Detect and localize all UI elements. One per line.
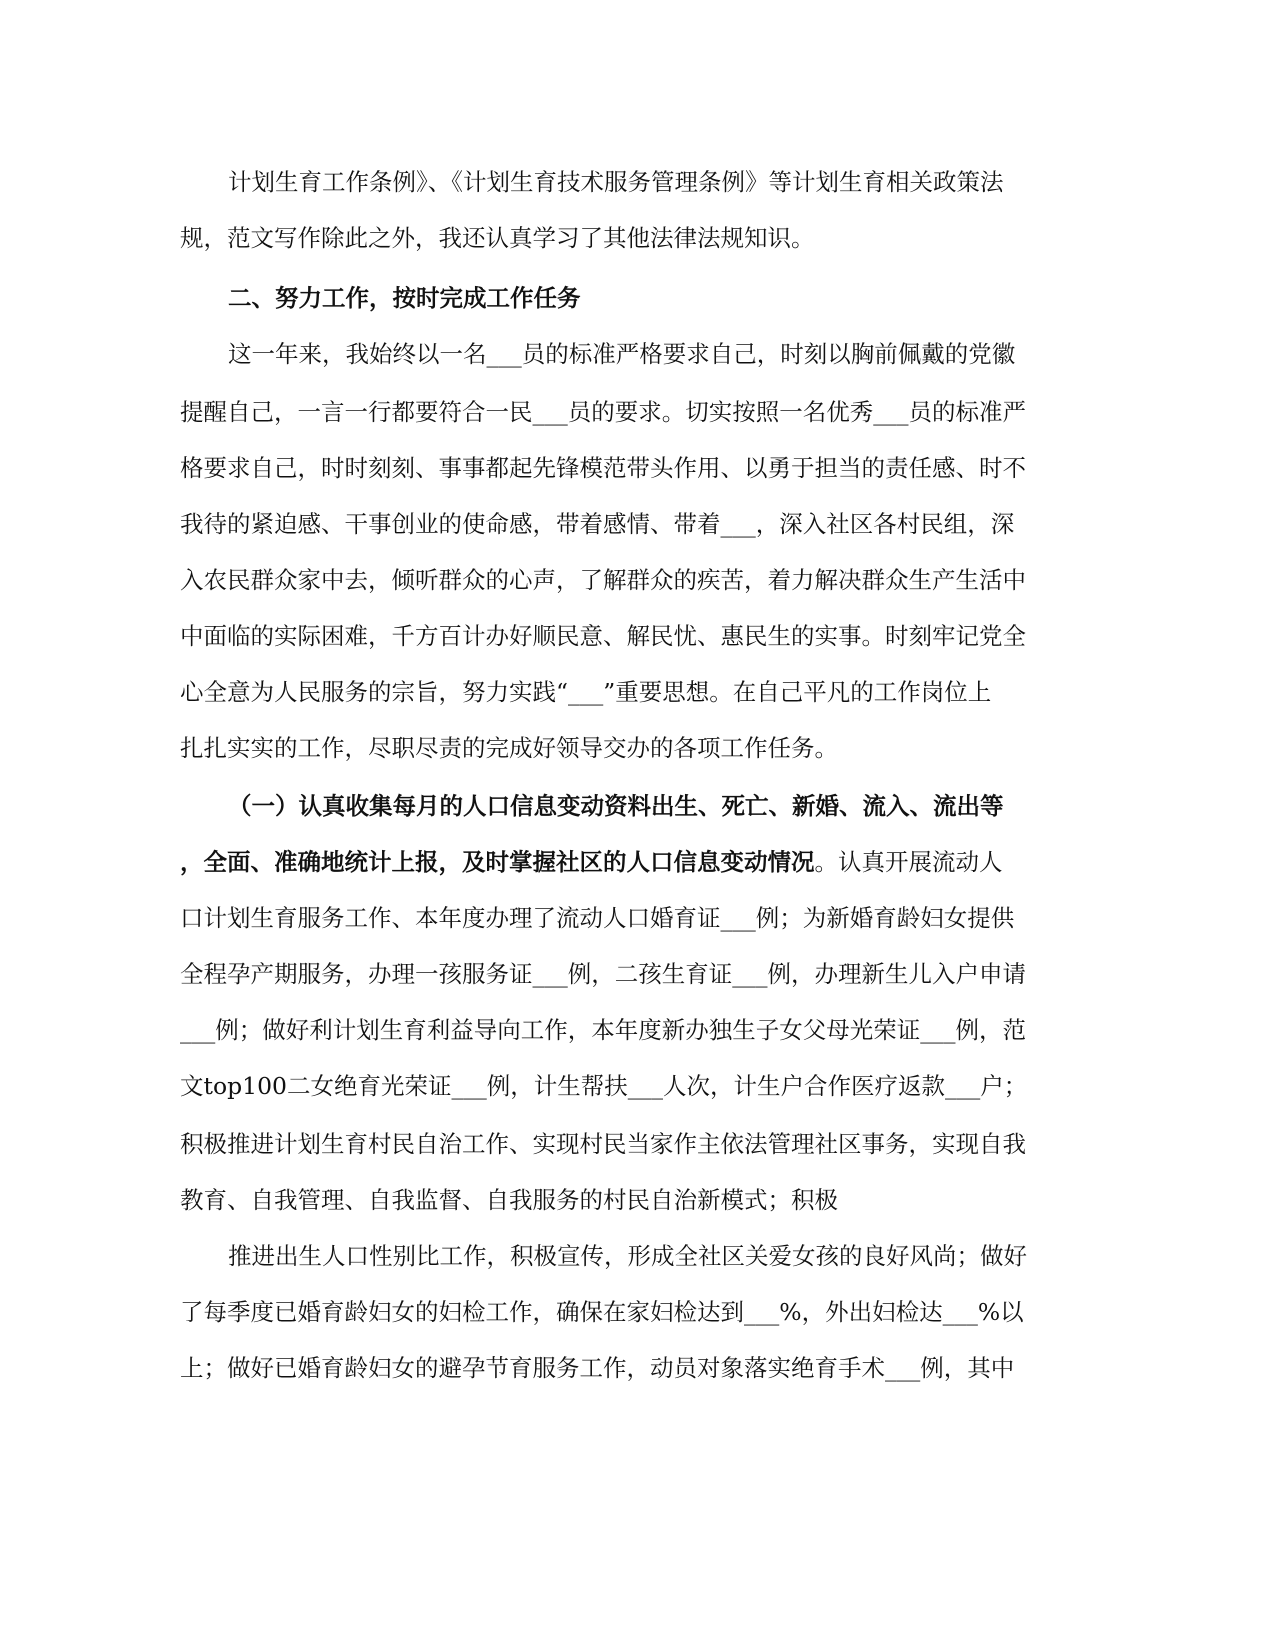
text-line: 计划生育工作条例》、《计划生育技术服务管理条例》等计划生育相关政策法 (228, 168, 1004, 196)
text-line: 入农民群众家中去，倾听群众的心声，了解群众的疾苦，着力解决群众生产生活中 (180, 566, 1026, 594)
text-line: 这一年来，我始终以一名___员的标准严格要求自己，时刻以胸前佩戴的党徽 (228, 340, 1016, 368)
text-line: 上；做好已婚育龄妇女的避孕节育服务工作，动员对象落实绝育手术___例，其中 (180, 1354, 1015, 1382)
text-line: 文top100二女绝育光荣证___例，计生帮扶___人次，计生户合作医疗返款___户； (180, 1072, 1028, 1100)
text-line: 教育、自我管理、自我监督、自我服务的村民自治新模式；积极 (180, 1186, 838, 1214)
text-line: 全程孕产期服务，办理一孩服务证___例，二孩生育证___例，办理新生儿入户申请 (180, 960, 1026, 988)
text-line: 扎扎实实的工作，尽职尽责的完成好领导交办的各项工作任务。 (180, 734, 838, 762)
text-line: ___例；做好利计划生育利益导向工作，本年度新办独生子女父母光荣证___例，范 (180, 1016, 1026, 1044)
text-line: 了每季度已婚育龄妇女的妇检工作，确保在家妇检达到___%，外出妇检达___%以 (180, 1298, 1024, 1326)
subsection-heading: （一）认真收集每月的人口信息变动资料出生、死亡、新婚、流入、流出等 (228, 792, 1004, 820)
text-line: 格要求自己，时时刻刻、事事都起先锋模范带头作用、以勇于担当的责任感、时不 (180, 454, 1026, 482)
text-line: 提醒自己，一言一行都要符合一民___员的要求。切实按照一名优秀___员的标准严 (180, 398, 1026, 426)
text-line-mixed (180, 846, 1003, 878)
subsection-heading-continued: ，全面、准确地统计上报，及时掌握社区的人口信息变动情况 (180, 848, 815, 876)
text-line: 积极推进计划生育村民自治工作、实现村民当家作主依法管理社区事务，实现自我 (180, 1130, 1026, 1158)
text-line: 规，范文写作除此之外，我还认真学习了其他法律法规知识。 (180, 224, 815, 252)
text-segment: 。认真开展流动人 (814, 848, 1003, 876)
section-heading: 二、努力工作，按时完成工作任务 (228, 284, 581, 312)
text-line: 推进出生人口性别比工作，积极宣传，形成全社区关爱女孩的良好风尚；做好 (228, 1242, 1027, 1270)
text-line: 中面临的实际困难，千方百计办好顺民意、解民忧、惠民生的实事。时刻牢记党全 (180, 622, 1026, 650)
text-line: 口计划生育服务工作、本年度办理了流动人口婚育证___例；为新婚育龄妇女提供 (180, 904, 1015, 932)
text-line: 我待的紧迫感、干事创业的使命感，带着感情、带着___，深入社区各村民组，深 (180, 510, 1015, 538)
text-line: 心全意为人民服务的宗旨，努力实践“___”重要思想。在自己平凡的工作岗位上 (180, 678, 992, 706)
